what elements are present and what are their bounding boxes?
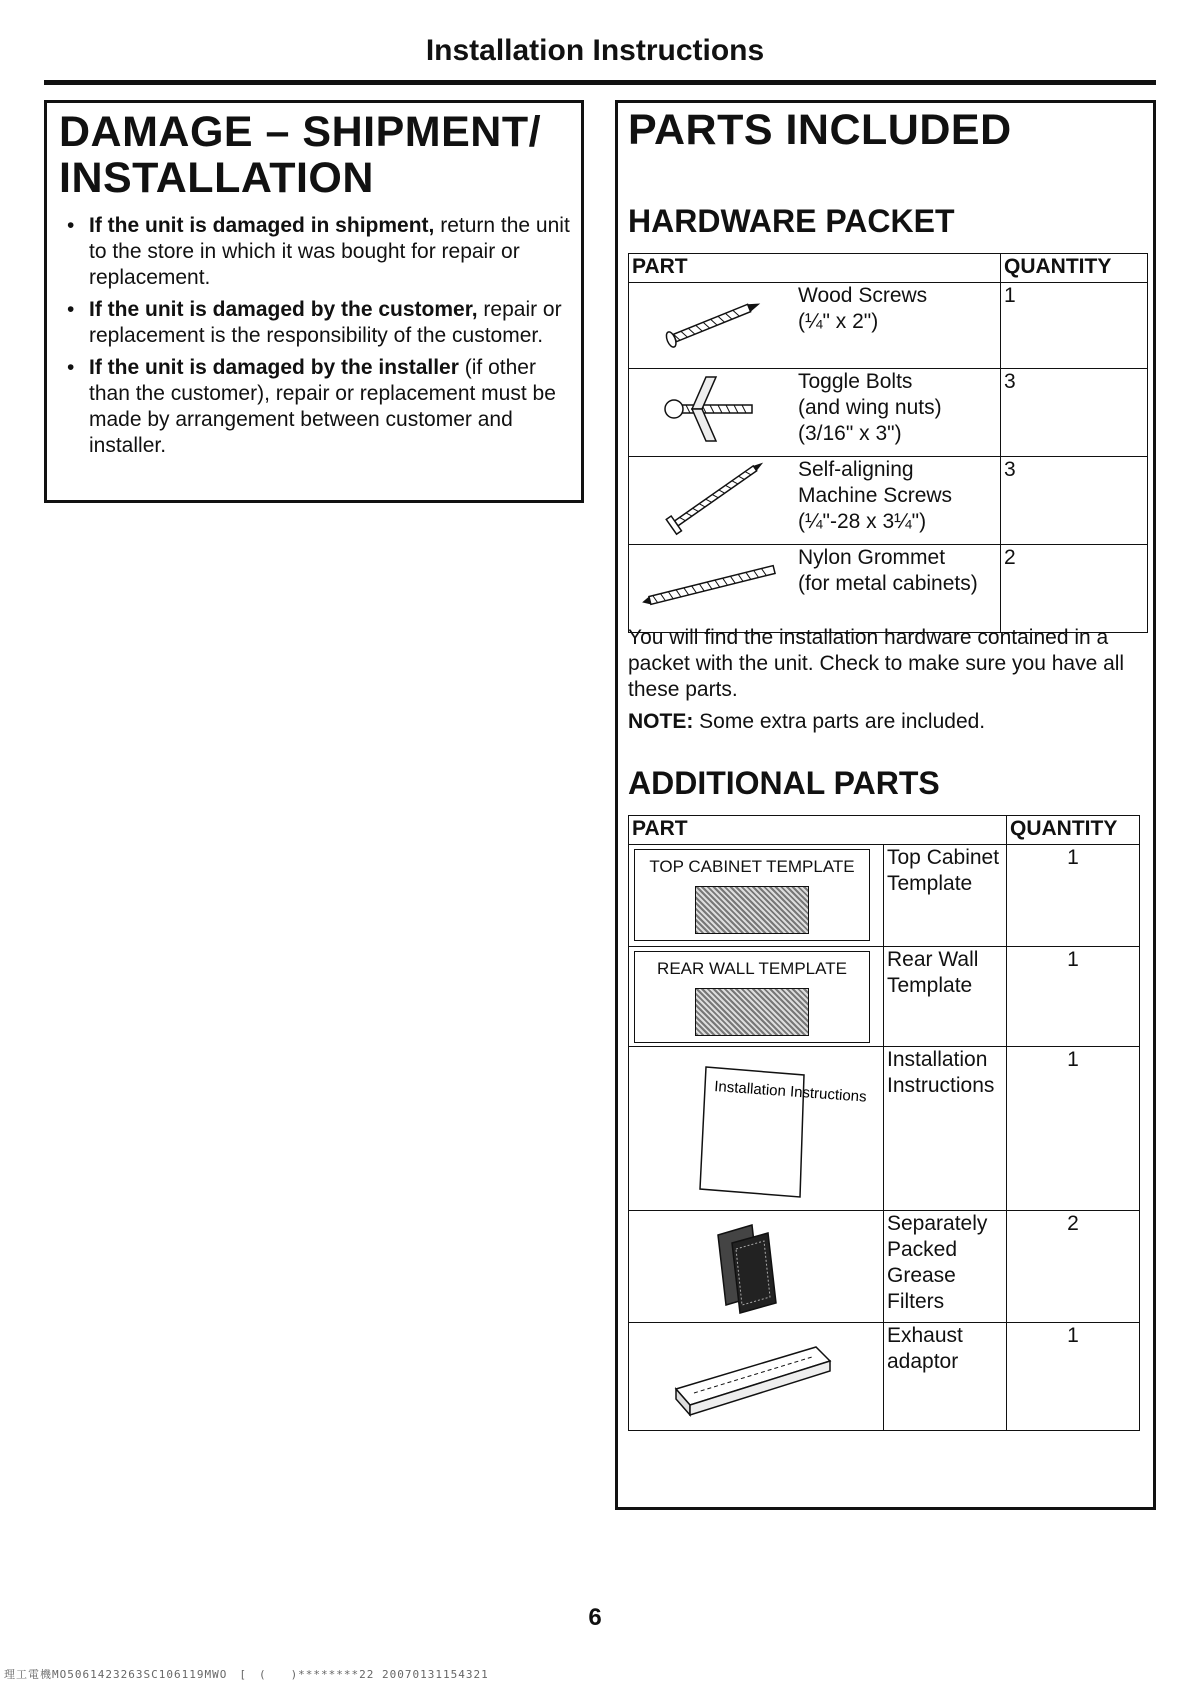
table-row — [629, 1047, 1140, 1211]
part-qty: 2 — [1007, 1211, 1140, 1323]
hardware-col-part: PART — [629, 254, 1001, 283]
additional-parts-title: ADDITIONAL PARTS — [628, 765, 940, 801]
hardware-col-qty: QUANTITY — [1001, 254, 1148, 283]
note-text: Some extra parts are included. — [693, 710, 986, 733]
table-row — [629, 845, 1140, 947]
damage-item-lead: If the unit is damaged by the customer, — [89, 298, 478, 321]
damage-item-text: return the unit to the store in which it was bought for repair or replacement. — [89, 214, 570, 289]
part-name: Grease — [887, 1264, 956, 1287]
wood-screw-icon — [632, 283, 792, 361]
note-label: NOTE: — [628, 710, 694, 733]
grease-filters-icon — [632, 1211, 872, 1315]
part-name: Separately — [887, 1212, 988, 1235]
part-qty: 3 — [1001, 369, 1148, 457]
additional-col-qty: QUANTITY — [1007, 816, 1140, 845]
part-spec: (¼"-28 x 3¼") — [798, 510, 927, 533]
table-row — [629, 283, 1148, 369]
top-cabinet-template-image — [634, 849, 870, 941]
part-name: Self-aligning — [798, 458, 914, 481]
part-qty: 1 — [1007, 1047, 1140, 1211]
table-row — [629, 1323, 1140, 1431]
part-name: Installation — [887, 1048, 988, 1071]
page-header-title: Installation Instructions — [425, 34, 765, 67]
hardware-table — [628, 253, 1148, 633]
damage-list — [61, 213, 571, 465]
part-qty: 1 — [1007, 947, 1140, 1047]
parts-title: PARTS INCLUDED — [628, 106, 1012, 154]
part-qty: 3 — [1001, 457, 1148, 545]
toggle-bolt-icon — [632, 369, 792, 449]
hardware-note — [628, 709, 1148, 735]
part-qty: 2 — [1001, 545, 1148, 633]
damage-title: DAMAGE – SHIPMENT/ INSTALLATION — [59, 108, 542, 202]
hardware-title: HARDWARE PACKET — [628, 203, 955, 239]
template-label: REAR WALL TEMPLATE — [657, 959, 847, 978]
hardware-note-paragraph: You will find the installation hardware contained in a packet with the unit. Check to make sure you have all these parts. — [628, 626, 1125, 701]
damage-item-lead: If the unit is damaged in shipment, — [89, 214, 435, 237]
damage-item-text: (if other than the customer), repair or replacement must be made by arrangement between customer and installer. — [89, 356, 556, 457]
instruction-booklet-icon — [632, 1047, 872, 1203]
header-rule — [44, 80, 1156, 85]
part-name: Instructions — [887, 1074, 995, 1097]
part-name: Wood Screws — [798, 284, 928, 307]
damage-item: • If the unit is damaged in shipment, return the unit to the store in which it was bought for repair or replacement. — [67, 214, 570, 289]
template-hatch — [695, 886, 809, 934]
additional-parts-table — [628, 815, 1140, 1431]
nylon-grommet-icon — [632, 545, 792, 625]
table-row — [629, 369, 1148, 457]
part-qty: 1 — [1007, 1323, 1140, 1431]
damage-item-lead: If the unit is damaged by the installer — [89, 356, 459, 379]
part-name: Toggle Bolts — [798, 370, 913, 393]
part-spec: (for metal cabinets) — [798, 572, 978, 595]
part-qty: 1 — [1007, 845, 1140, 947]
machine-screw-icon — [632, 457, 792, 537]
damage-item-text: repair or replacement is the responsibility of the customer. — [89, 298, 562, 347]
part-name: Template — [887, 974, 973, 997]
page-number: 6 — [588, 1604, 602, 1631]
part-name: Filters — [887, 1290, 945, 1313]
part-name: Exhaust — [887, 1324, 963, 1347]
part-spec: (3/16" x 3") — [798, 422, 902, 445]
template-label: TOP CABINET TEMPLATE — [649, 857, 855, 876]
part-spec: (and wing nuts) — [798, 396, 942, 419]
rear-wall-template-image — [634, 951, 870, 1043]
table-row — [629, 457, 1148, 545]
additional-col-part: PART — [629, 816, 1007, 845]
table-row — [629, 1211, 1140, 1323]
part-name: Nylon Grommet — [798, 546, 946, 569]
booklet-label: Installation Instructions — [713, 1078, 868, 1106]
part-name: Top Cabinet — [887, 846, 1000, 869]
print-footer: 理工電機MO5061423263SC106119MWO [ ( )********22 20070131154321 — [4, 1668, 489, 1681]
part-name: Machine Screws — [798, 484, 953, 507]
part-spec: (¼" x 2") — [798, 310, 879, 333]
part-name: Packed — [887, 1238, 958, 1261]
parts-box — [615, 100, 1156, 1510]
part-name: Rear Wall — [887, 948, 979, 971]
part-name: Template — [887, 872, 973, 895]
damage-item: • If the unit is damaged by the installer (if other than the customer), repair or replacement must be made by arrangement between customer and installer. — [67, 356, 556, 457]
template-hatch — [695, 988, 809, 1036]
table-row — [629, 947, 1140, 1047]
exhaust-adaptor-icon — [632, 1323, 872, 1423]
part-name: adaptor — [887, 1350, 959, 1373]
damage-item: • If the unit is damaged by the customer, repair or replacement is the responsibility of the customer. — [67, 298, 562, 347]
damage-box — [44, 100, 584, 503]
table-row — [629, 545, 1148, 633]
part-qty: 1 — [1001, 283, 1148, 369]
